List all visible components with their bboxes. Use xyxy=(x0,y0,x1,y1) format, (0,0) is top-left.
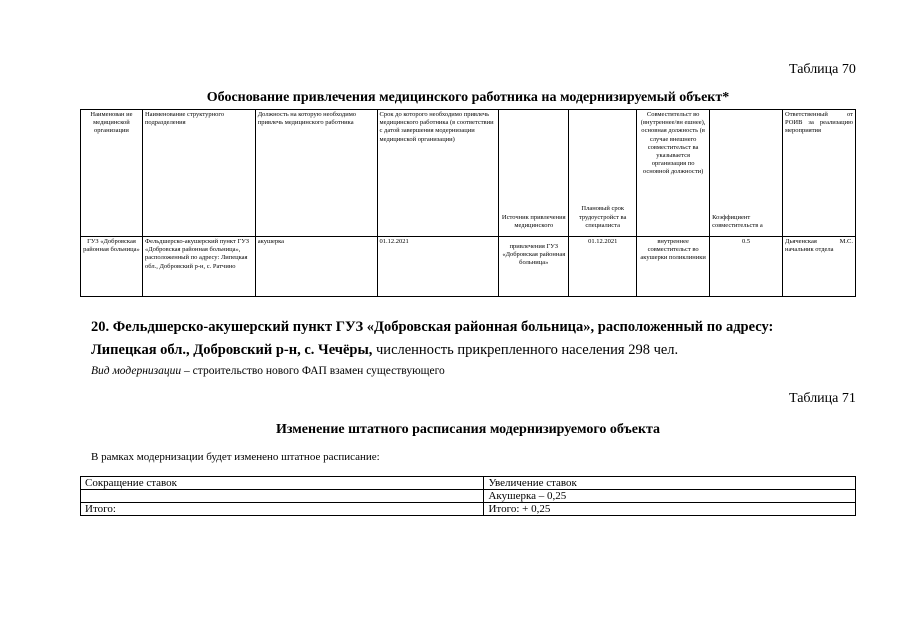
header-position: Должность на которую необходимо привлечь медицинского работника xyxy=(255,110,377,237)
header-coefficient: Коэффициент совместительств а xyxy=(710,110,783,237)
cell-coefficient: 0.5 xyxy=(710,237,783,297)
modernization-type-text: – строительство нового ФАП взамен существующего xyxy=(181,365,445,377)
header-deadline: Срок до которого необходимо привлечь медицинского работника (в соответствии с датой завершения модернизации медицинской организации) xyxy=(377,110,499,237)
section-heading-bold: 20. Фельдшерско-акушерский пункт ГУЗ «Добровская районная больница», расположенный по адресу: Липецкая обл., Добровский р-н, с. Чечёры, xyxy=(91,319,774,358)
cell-deadline: 01.12.2021 xyxy=(377,237,499,297)
table-70-title: Обоснование привлечения медицинского работника на модернизируемый объект* xyxy=(206,90,730,105)
cell-responsible: Дьяченская М.С. начальник отдела xyxy=(783,237,856,297)
table-71-title: Изменение штатного расписания модернизируемого объекта xyxy=(275,422,661,437)
section-heading-population: численность прикрепленного населения 298 чел. xyxy=(372,342,679,358)
table-70-header-row xyxy=(81,110,856,237)
header-responsible: Ответственный от РОИВ за реализацию мероприятия xyxy=(783,110,856,237)
cell-structural-unit: Фельдшерско-акушерский пункт ГУЗ «Добровская районная больница», расположенный по адресу: Липецкая обл., Добровский р-н, с. Ратчино xyxy=(142,237,255,297)
staffing-table xyxy=(80,476,856,516)
table-71-intro: В рамках модернизации будет изменено штатное расписание: xyxy=(91,451,380,463)
cell-planned-date: 01.12.2021 xyxy=(569,237,637,297)
header-structural-unit: Наименование структурного подразделения xyxy=(142,110,255,237)
cell-part-time: внутреннее совместительст во акушерки поликлиники xyxy=(637,237,710,297)
header-increase: Увеличение ставок xyxy=(484,477,856,490)
header-source: Источник привлечения медицинского xyxy=(499,110,569,237)
section-heading xyxy=(91,316,811,362)
modernization-type xyxy=(91,365,445,377)
staffing-total-row xyxy=(81,503,856,516)
cell-reduce xyxy=(81,490,484,503)
modernization-type-label: Вид модернизации xyxy=(91,365,182,377)
header-planned-date: Плановый срок трудоустройст ва специалиста xyxy=(569,110,637,237)
total-reduce: Итого: xyxy=(81,503,484,516)
total-increase: Итого: + 0,25 xyxy=(484,503,856,516)
table-70-data-row xyxy=(81,237,856,297)
header-organization: Наименован ие медицинской организации xyxy=(81,110,143,237)
cell-source: привлечения ГУЗ «Добровская районная больница» xyxy=(499,237,569,297)
staffing-header-row xyxy=(81,477,856,490)
table-71-number: Таблица 71 xyxy=(789,391,856,406)
justification-table xyxy=(80,109,856,297)
header-reduce: Сокращение ставок xyxy=(81,477,484,490)
cell-increase: Акушерка – 0,25 xyxy=(484,490,856,503)
table-70-number: Таблица 70 xyxy=(789,62,856,77)
cell-position: акушерка xyxy=(255,237,377,297)
header-part-time: Совместительст во (внутреннее/вн ешнее), основная должность (в случае внешнего совместительст ва указывается организация по основной должности) xyxy=(637,110,710,237)
cell-organization: ГУЗ «Добровская районная больница» xyxy=(81,237,143,297)
staffing-row xyxy=(81,490,856,503)
